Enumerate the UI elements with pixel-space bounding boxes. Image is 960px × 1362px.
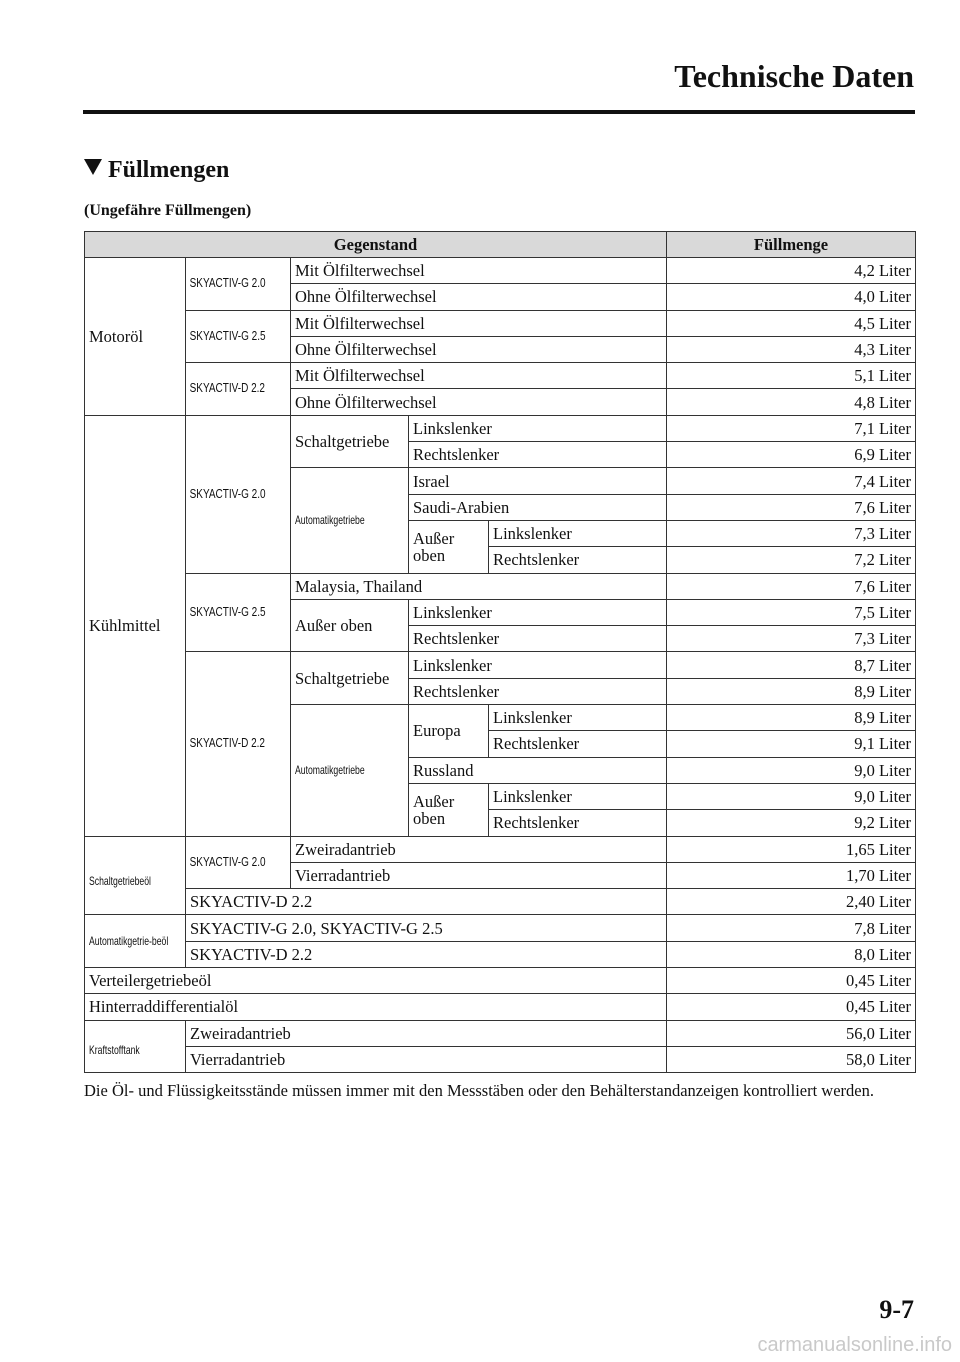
capacity-value: 7,8 Liter [667, 915, 916, 941]
row-label: Linkslenker [489, 520, 667, 546]
capacity-value: 7,5 Liter [667, 599, 916, 625]
region-label: Außer oben [409, 520, 489, 573]
capacity-value: 8,0 Liter [667, 941, 916, 967]
capacity-value: 4,0 Liter [667, 284, 916, 310]
header-divider [83, 110, 915, 114]
capacity-value: 1,65 Liter [667, 836, 916, 862]
row-label: Mit Ölfilterwechsel [291, 258, 667, 284]
transmission-label [291, 468, 409, 573]
capacity-value: 9,1 Liter [667, 731, 916, 757]
category-automatikgetriebeoel-text: Automatikgetrie-beöl [89, 934, 169, 949]
row-label: Rechtslenker [489, 547, 667, 573]
category-kraftstofftank-text: Kraftstofftank [89, 1042, 140, 1057]
transmission-label [291, 705, 409, 836]
capacity-value: 6,9 Liter [667, 442, 916, 468]
row-label: Rechtslenker [409, 442, 667, 468]
capacity-value: 9,2 Liter [667, 810, 916, 836]
capacity-value: 1,70 Liter [667, 862, 916, 888]
row-label: Linkslenker [489, 705, 667, 731]
row-label: SKYACTIV-G 2.0, SKYACTIV-G 2.5 [186, 915, 667, 941]
capacity-value: 8,9 Liter [667, 678, 916, 704]
page-header-title: Technische Daten [674, 58, 914, 94]
row-label: Vierradantrieb [186, 1046, 667, 1072]
column-header-capacity: Füllmenge [667, 232, 916, 258]
capacity-value: 8,9 Liter [667, 705, 916, 731]
table-row [85, 310, 916, 336]
row-label: Rechtslenker [409, 626, 667, 652]
table-row [85, 573, 916, 599]
table-row [85, 652, 916, 678]
row-label: Rechtslenker [489, 731, 667, 757]
row-label: Zweiradantrieb [186, 1020, 667, 1046]
table-row [85, 1046, 916, 1072]
row-label: Zweiradantrieb [291, 836, 667, 862]
watermark: carmanualsonline.info [757, 1334, 952, 1356]
table-header-row [85, 232, 916, 258]
capacity-value: 5,1 Liter [667, 363, 916, 389]
engine-label: SKYACTIV-G 2.5 [186, 310, 270, 363]
row-label: Mit Ölfilterwechsel [291, 363, 667, 389]
capacity-value: 4,5 Liter [667, 310, 916, 336]
engine-label: SKYACTIV-G 2.0 [186, 836, 270, 889]
capacity-value: 9,0 Liter [667, 783, 916, 809]
row-label: Israel [409, 468, 667, 494]
capacity-value: 4,8 Liter [667, 389, 916, 415]
region-label: Europa [409, 705, 489, 758]
engine-label: SKYACTIV-D 2.2 [186, 363, 270, 416]
row-label: Linkslenker [409, 415, 667, 441]
capacity-value: 7,1 Liter [667, 415, 916, 441]
category-kraftstofftank [85, 1020, 186, 1073]
row-label: Linkslenker [489, 783, 667, 809]
category-schaltgetriebeoel [85, 836, 186, 915]
transmission-label: Schaltgetriebe [291, 415, 409, 468]
category-schaltgetriebeoel-text: Schaltgetriebeöl [89, 873, 151, 888]
capacity-value: 7,3 Liter [667, 626, 916, 652]
table-row [85, 968, 916, 994]
capacity-value: 4,3 Liter [667, 336, 916, 362]
capacity-value: 58,0 Liter [667, 1046, 916, 1072]
row-label: Linkslenker [409, 599, 667, 625]
table-row [85, 1020, 916, 1046]
category-motoroel: Motoröl [85, 258, 186, 416]
row-label: SKYACTIV-D 2.2 [186, 941, 667, 967]
engine-label: SKYACTIV-G 2.5 [186, 573, 270, 652]
capacity-value: 7,2 Liter [667, 547, 916, 573]
capacity-value: 7,6 Liter [667, 494, 916, 520]
section-subtitle: (Ungefähre Füllmengen) [84, 202, 252, 219]
row-label: Rechtslenker [489, 810, 667, 836]
triangle-bullet-icon [84, 159, 102, 175]
transmission-label-text: Automatikgetriebe [295, 512, 365, 527]
row-label: Verteilergetriebeöl [85, 968, 667, 994]
capacity-value: 2,40 Liter [667, 889, 916, 915]
footnote-text: Die Öl- und Flüssigkeitsstände müssen immer mit den Messstäben oder den Behälterstandanzeigen kontrolliert werden. [84, 1081, 874, 1100]
row-label: Russland [409, 757, 667, 783]
row-label: Ohne Ölfilterwechsel [291, 336, 667, 362]
table-row [85, 994, 916, 1020]
capacity-value: 4,2 Liter [667, 258, 916, 284]
table-row [85, 415, 916, 441]
transmission-label-text: Automatikgetriebe [295, 762, 365, 777]
region-label: Außer oben [409, 783, 489, 836]
row-label: Ohne Ölfilterwechsel [291, 284, 667, 310]
region-label: Außer oben [291, 599, 409, 652]
row-label: Rechtslenker [409, 678, 667, 704]
section-title-text: Füllmengen [108, 157, 230, 183]
engine-label: SKYACTIV-G 2.0 [186, 258, 270, 311]
row-label: Linkslenker [409, 652, 667, 678]
row-label: Saudi-Arabien [409, 494, 667, 520]
row-label: Hinterraddifferentialöl [85, 994, 667, 1020]
section-title [84, 157, 229, 184]
table-row [85, 941, 916, 967]
table-row [85, 915, 916, 941]
row-label: Vierradantrieb [291, 862, 667, 888]
capacity-value: 0,45 Liter [667, 968, 916, 994]
table-row [85, 889, 916, 915]
row-label: Malaysia, Thailand [291, 573, 667, 599]
capacity-value: 56,0 Liter [667, 1020, 916, 1046]
category-automatikgetriebeoel [85, 915, 186, 968]
row-label: Ohne Ölfilterwechsel [291, 389, 667, 415]
capacity-value: 7,3 Liter [667, 520, 916, 546]
capacity-value: 8,7 Liter [667, 652, 916, 678]
engine-label: SKYACTIV-G 2.0 [186, 415, 270, 573]
capacity-value: 7,4 Liter [667, 468, 916, 494]
transmission-label: Schaltgetriebe [291, 652, 409, 705]
table-row [85, 258, 916, 284]
category-kuehlmittel: Kühlmittel [85, 415, 186, 836]
capacities-table [84, 231, 916, 1073]
table-row [85, 836, 916, 862]
capacity-value: 9,0 Liter [667, 757, 916, 783]
capacity-value: 7,6 Liter [667, 573, 916, 599]
table-row [85, 363, 916, 389]
row-label: Mit Ölfilterwechsel [291, 310, 667, 336]
page-number: 9-7 [879, 1295, 914, 1324]
capacity-value: 0,45 Liter [667, 994, 916, 1020]
row-label: SKYACTIV-D 2.2 [186, 889, 667, 915]
engine-label: SKYACTIV-D 2.2 [186, 652, 270, 836]
column-header-item: Gegenstand [85, 232, 667, 258]
